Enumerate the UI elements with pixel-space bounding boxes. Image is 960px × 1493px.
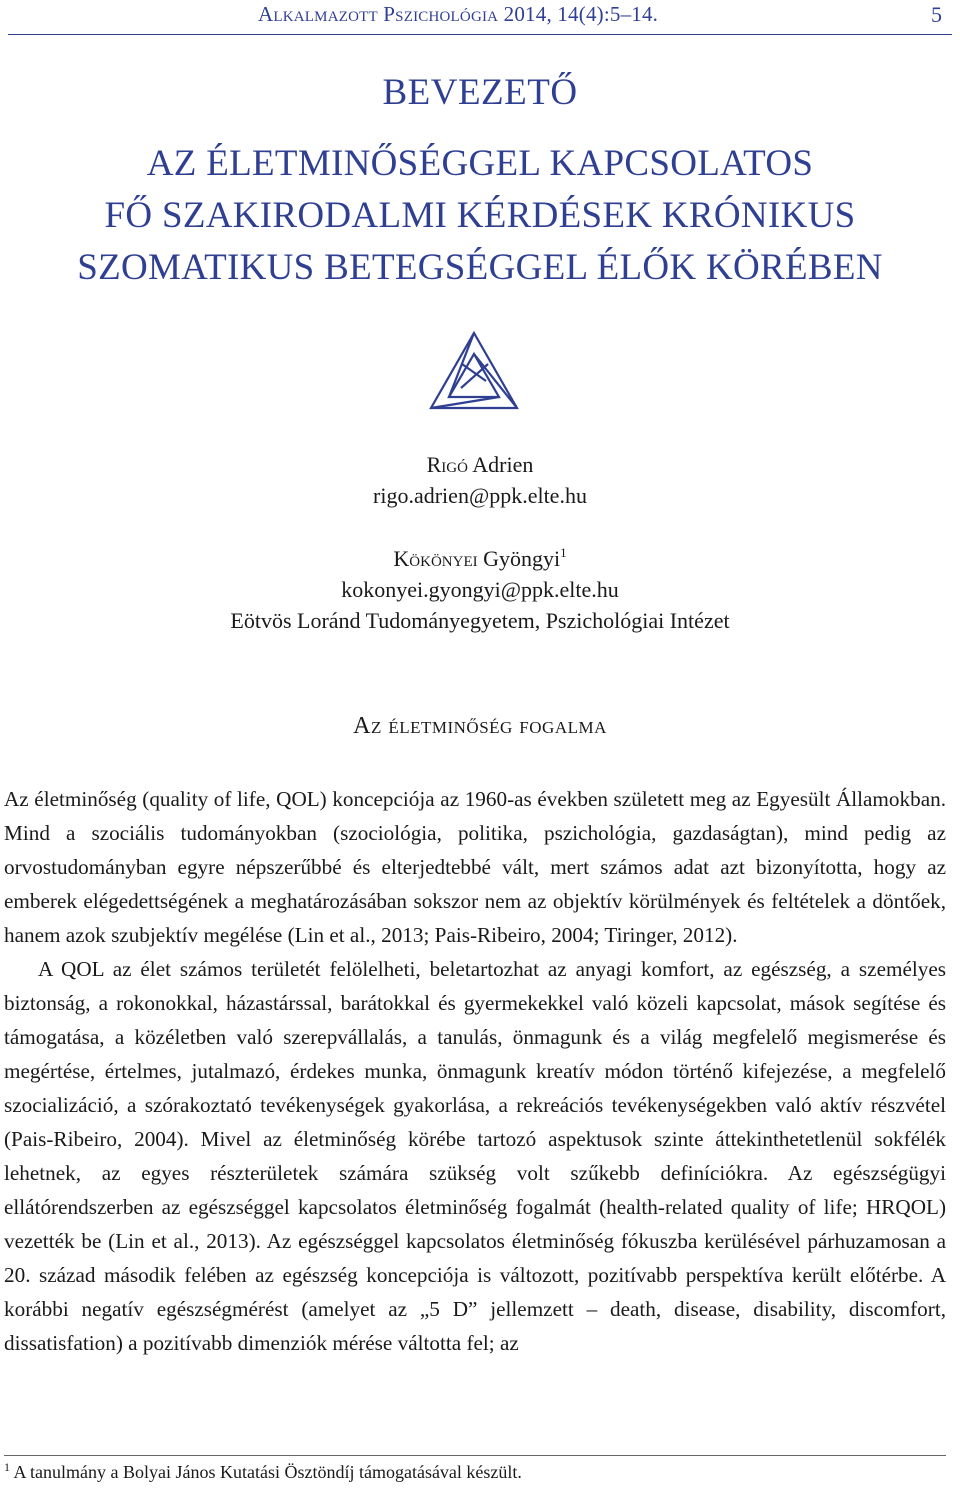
title-line-1: BEVEZETŐ xyxy=(382,72,578,113)
body-text xyxy=(4,782,946,1360)
author-name: Rigó Adrien xyxy=(426,452,534,477)
footnote-number: 1 xyxy=(4,1460,10,1474)
journal-citation: Alkalmazott Pszichológia 2014, 14(4):5–14. xyxy=(258,2,659,26)
footnote xyxy=(4,1462,522,1483)
footnote-text: A tanulmány a Bolyai János Kutatási Ösztöndíj támogatásával készült. xyxy=(13,1462,522,1482)
title-line-3: FŐ SZAKIRODALMI KÉRDÉSEK KRÓNIKUS xyxy=(104,195,856,236)
footnote-mark: 1 xyxy=(560,545,567,560)
affiliation: Eötvös Loránd Tudományegyetem, Pszichológiai Intézet xyxy=(230,608,730,633)
title-line-4: SZOMATIKUS BETEGSÉGGEL ÉLŐK KÖRÉBEN xyxy=(77,247,883,288)
footnote-rule xyxy=(4,1455,946,1456)
author-name: Kökönyei Gyöngyi$^1$ xyxy=(393,545,567,571)
article-title xyxy=(0,66,960,294)
impossible-triangle-icon xyxy=(428,330,520,412)
title-line-2: AZ ÉLETMINŐSÉGGEL KAPCSOLATOS xyxy=(146,143,814,184)
running-header xyxy=(0,2,960,32)
section-heading: Az életminőség fogalma xyxy=(353,713,607,739)
page-number: 5 xyxy=(931,2,942,27)
author-email[interactable]: rigo.adrien@ppk.elte.hu xyxy=(373,483,587,508)
author-block xyxy=(0,449,960,636)
author-email[interactable]: kokonyei.gyongyi@ppk.elte.hu xyxy=(341,577,619,602)
paragraph: Az életminőség (quality of life, QOL) koncepciója az 1960-as években született meg az Egyesült Államokban. Mind a szociális tudományokban (szociológia, politika, pszichológia, gazdaságtan), mind pedig az orvostudományban egyre népszerűbbé és elterjedtebbé vált, mert számos adat azt bizonyította, hogy az emberek elégedettségének a meghatározásában sokszor nem az objektív körülmények és feltételek a döntőek, hanem azok szubjektív megélése (Lin et al., 2013; Pais-Ribeiro, 2004; Tiringer, 2012). xyxy=(4,787,946,947)
paragraph: A QOL az élet számos területét felölelheti, beletartozhat az anyagi komfort, az egészség, a személyes biztonság, a rokonokkal, házastárssal, barátokkal és gyermekekkel való közeli kapcsolat, mások segítése és támogatása, a közéletben való szerepvállalás, a tanulás, önmagunk és a világ megfelelő megismerése és megértése, értelmes, jutalmazó, érdekes munka, önmagunk kreatív módon történő kifejezése, a megfelelő szocializáció, a szórakoztató tevékenységek gyakorlása, a rekreációs tevékenységekben való aktív részvétel (Pais-Ribeiro, 2004). Mivel az életminőség körébe tartozó aspektusok szinte áttekinthetetlenül sokfélék lehetnek, az egyes részterületek számára szükség volt szűkebb definíciókra. Az egészségügyi ellátórendszerben az egészséggel kapcsolatos életminőség fogalmát (health-related quality of life; HRQOL) vezették be (Lin et al., 2013). Az egészséggel kapcsolatos életminőség fókuszba kerülésével párhuzamosan a 20. század második felében az egészség koncepciója is változott, pozitívabb perspektíva került előtérbe. A korábbi negatív egészségmérést (amelyet az „5 D” jellemzett – death, disease, disability, discomfort, dissatisfation) a pozitívabb dimenziók mérése váltotta fel; az xyxy=(4,957,946,1355)
header-rule xyxy=(8,34,952,35)
